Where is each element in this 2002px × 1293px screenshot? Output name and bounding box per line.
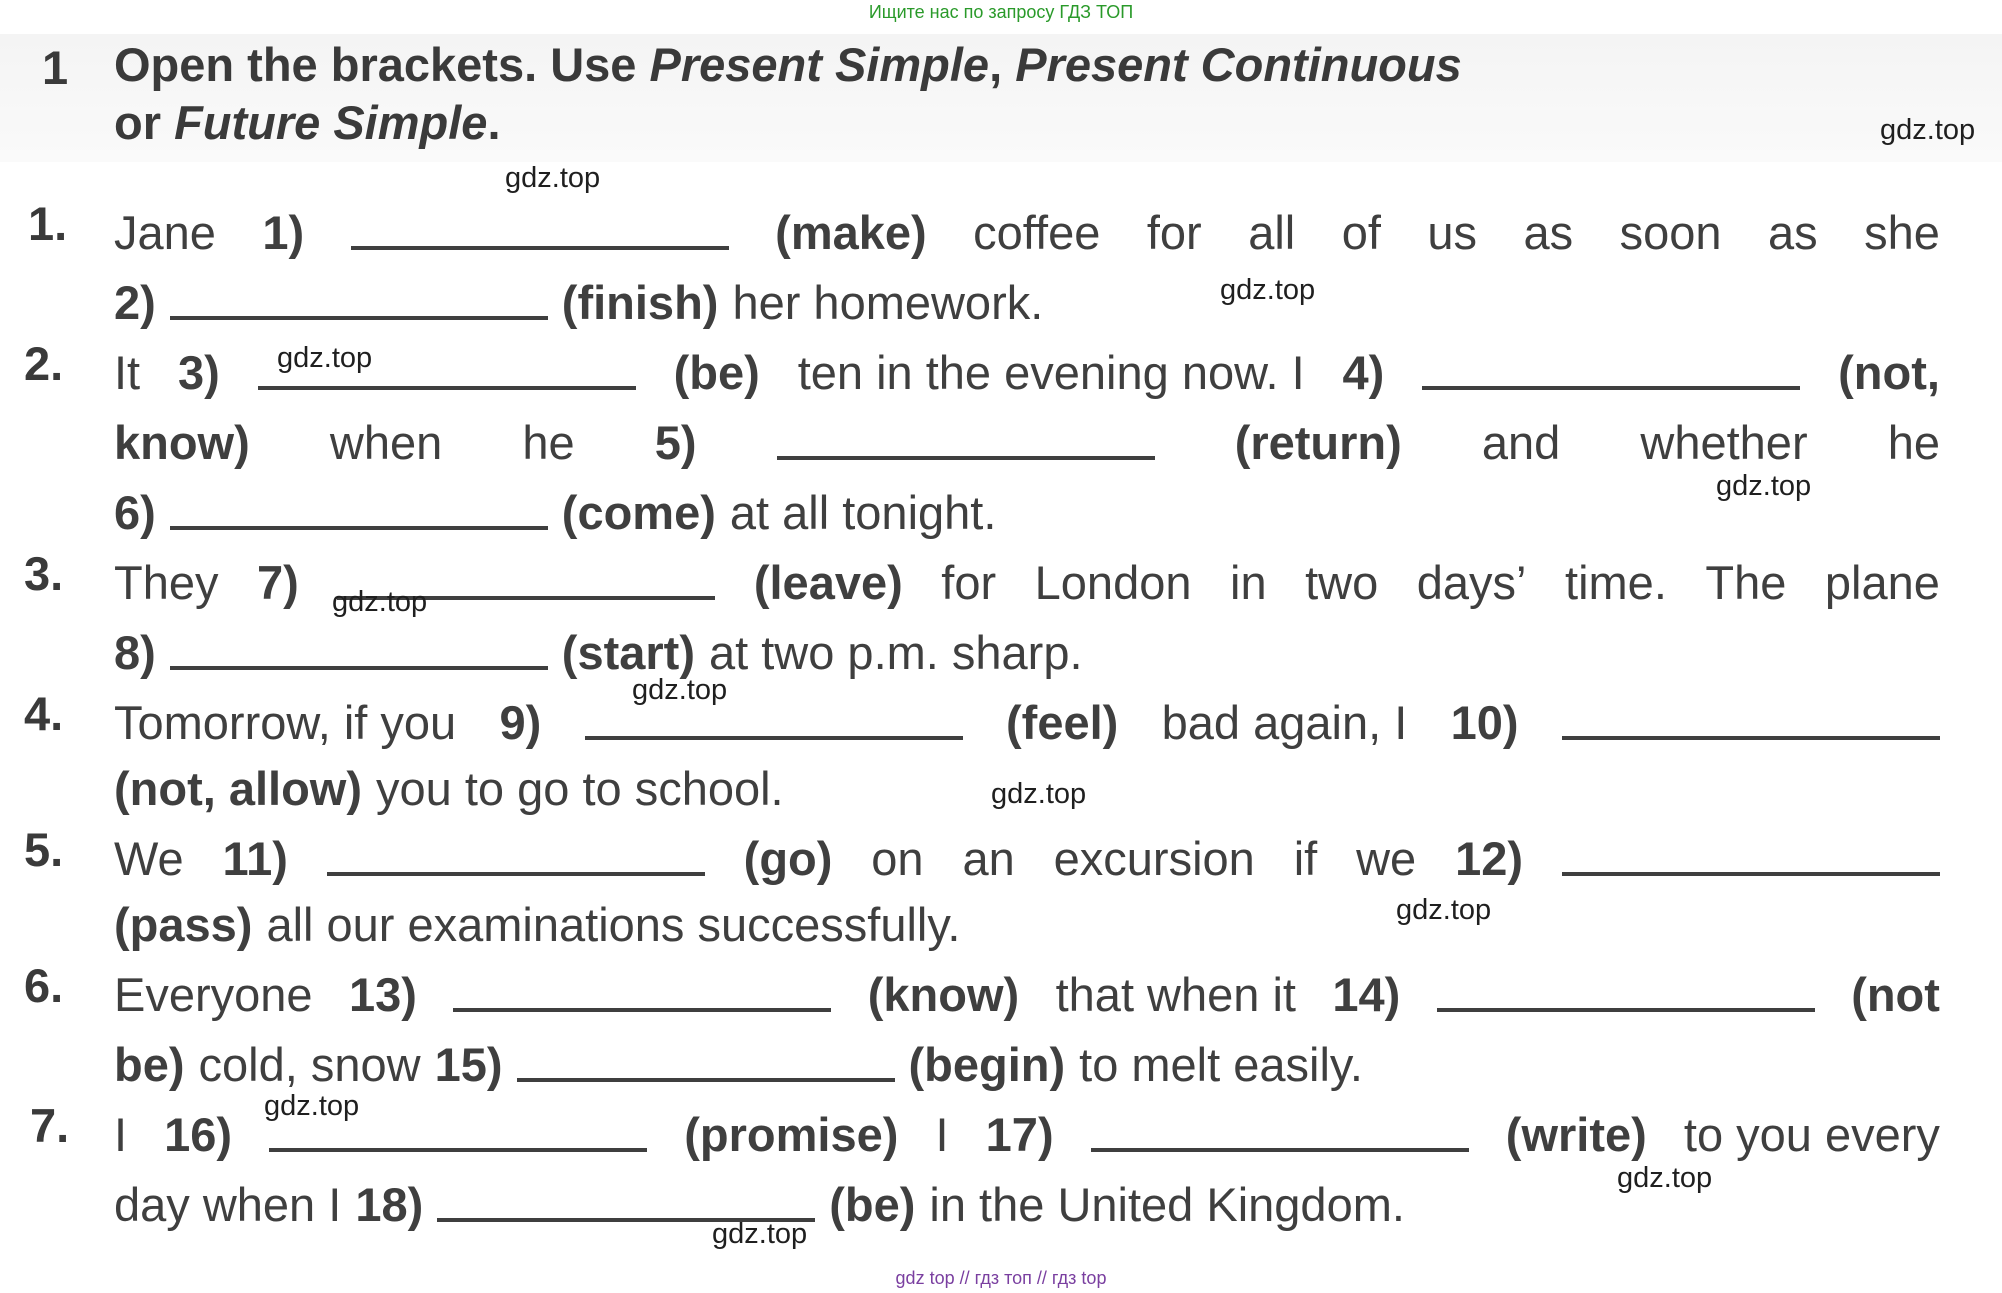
gap-number-9: 9): [499, 696, 542, 749]
text: and: [1481, 416, 1561, 469]
watermark: gdz.top: [1617, 1162, 1713, 1194]
text: she: [1864, 206, 1940, 259]
text: in: [1230, 556, 1267, 609]
verb-cue: (pass): [114, 898, 253, 951]
tense-present-simple: Present Simple: [649, 38, 990, 91]
verb-cue: (not: [1851, 968, 1940, 1021]
gap-number-16: 16): [164, 1108, 233, 1161]
instruction-part: or: [114, 96, 175, 149]
gap-number-15: 15): [434, 1038, 503, 1091]
watermark: gdz.top: [332, 586, 428, 618]
answer-blank-17[interactable]: [1091, 1148, 1469, 1152]
text: you to go to school.: [376, 762, 784, 815]
text: I: [935, 1108, 949, 1161]
gap-number-5: 5): [654, 416, 697, 469]
text: of: [1341, 206, 1381, 259]
item-number-1: 1.: [28, 197, 68, 250]
text: for: [941, 556, 997, 609]
text: I: [114, 1108, 128, 1161]
item-5-line-2: [114, 888, 1940, 952]
verb-cue: (feel): [1006, 696, 1119, 749]
gap-number-8: 8): [114, 626, 156, 679]
answer-blank-6[interactable]: [170, 526, 548, 530]
item-3-line-2: [114, 616, 1940, 680]
text: at two p.m. sharp.: [708, 626, 1083, 679]
text: soon: [1619, 206, 1722, 259]
item-5-line-1: [114, 822, 1940, 886]
answer-blank-4[interactable]: [1422, 386, 1800, 390]
watermark: gdz.top: [712, 1218, 808, 1250]
text: an: [962, 832, 1015, 885]
item-1-line-2: [114, 266, 1940, 330]
watermark: gdz.top: [1220, 274, 1316, 306]
item-number-3: 3.: [24, 547, 64, 600]
text: plane: [1824, 556, 1940, 609]
gap-number-3: 3): [178, 346, 220, 399]
text: day when I: [114, 1178, 342, 1231]
text: he: [1887, 416, 1940, 469]
answer-blank-2[interactable]: [170, 316, 548, 320]
verb-cue: (know): [867, 968, 1020, 1021]
text: Jane: [114, 206, 216, 259]
gap-number-1: 1): [262, 206, 305, 259]
gap-number-2: 2): [114, 276, 156, 329]
text: that when it: [1055, 968, 1296, 1021]
watermark: gdz.top: [1396, 894, 1492, 926]
gap-number-6: 6): [114, 486, 156, 539]
text: time.: [1565, 556, 1667, 609]
item-6-line-1: [114, 958, 1940, 1022]
text: her homework.: [732, 276, 1044, 329]
verb-cue: (come): [561, 486, 716, 539]
text: us: [1427, 206, 1478, 259]
gap-number-10: 10): [1450, 696, 1519, 749]
verb-cue: (not,: [1838, 346, 1940, 399]
verb-cue: know): [114, 416, 250, 469]
verb-cue: (promise): [684, 1108, 899, 1161]
text: on: [871, 832, 924, 885]
exercise-number: 1: [42, 41, 69, 94]
text: cold, snow: [198, 1038, 421, 1091]
text: ten in the evening now. I: [797, 346, 1305, 399]
text: bad again, I: [1161, 696, 1408, 749]
gap-number-11: 11): [222, 832, 288, 885]
item-6-line-2: [114, 1028, 1940, 1092]
tense-future-simple: Future Simple: [174, 96, 488, 149]
top-banner: Ищите нас по запросу ГДЗ ТОП: [868, 2, 1134, 22]
answer-blank-5[interactable]: [777, 456, 1155, 460]
text: he: [522, 416, 575, 469]
answer-blank-15[interactable]: [517, 1078, 895, 1082]
text: at all tonight.: [729, 486, 997, 539]
answer-blank-9[interactable]: [585, 736, 963, 740]
text: as: [1768, 206, 1818, 259]
item-2-line-2: [114, 406, 1940, 470]
item-number-5: 5.: [24, 823, 64, 876]
gap-number-17: 17): [985, 1108, 1054, 1161]
text: coffee: [973, 206, 1101, 259]
verb-cue: (be): [829, 1178, 916, 1231]
text: excursion: [1053, 832, 1255, 885]
item-2-line-3: [114, 476, 1940, 540]
text: whether: [1640, 416, 1808, 469]
text: as: [1523, 206, 1574, 259]
gap-number-7: 7): [257, 556, 299, 609]
watermark: gdz.top: [632, 674, 728, 706]
answer-blank-11[interactable]: [327, 872, 705, 876]
answer-blank-1[interactable]: [351, 246, 729, 250]
item-4-line-1: [114, 686, 1940, 750]
answer-blank-14[interactable]: [1437, 1008, 1815, 1012]
text: Everyone: [114, 968, 313, 1021]
text: when: [329, 416, 443, 469]
verb-cue: (leave): [753, 556, 903, 609]
watermark: gdz.top: [264, 1090, 360, 1122]
answer-blank-16[interactable]: [269, 1148, 647, 1152]
watermark: gdz.top: [277, 342, 373, 374]
item-1-line-1: [114, 196, 1940, 260]
text: two: [1305, 556, 1379, 609]
gap-number-4: 4): [1342, 346, 1385, 399]
verb-cue: (not, allow): [114, 762, 363, 815]
instruction-part: .: [487, 96, 501, 149]
text: The: [1705, 556, 1787, 609]
text: They: [114, 556, 219, 609]
answer-blank-13[interactable]: [453, 1008, 831, 1012]
answer-blank-8[interactable]: [170, 666, 548, 670]
exercise-instruction: [114, 36, 1754, 152]
text: Tomorrow, if you: [114, 696, 457, 749]
answer-blank-12[interactable]: [1562, 872, 1940, 876]
item-2-line-1: [114, 336, 1940, 400]
text: all our examinations successfully.: [266, 898, 961, 951]
verb-cue: (be): [673, 346, 760, 399]
text: days’: [1416, 556, 1527, 609]
answer-blank-10[interactable]: [1562, 736, 1940, 740]
watermark: gdz.top: [1716, 470, 1812, 502]
text: for: [1146, 206, 1202, 259]
verb-cue: (return): [1234, 416, 1402, 469]
gap-number-12: 12): [1455, 832, 1523, 885]
text: London: [1034, 556, 1192, 609]
item-number-2: 2.: [24, 337, 64, 390]
instruction-part: Open the brackets. Use: [114, 38, 650, 91]
verb-cue: (write): [1505, 1108, 1647, 1161]
answer-blank-3[interactable]: [258, 386, 636, 390]
verb-cue: be): [114, 1038, 185, 1091]
text: to melt easily.: [1079, 1038, 1363, 1091]
text: We: [114, 832, 184, 885]
text: we: [1356, 832, 1417, 885]
item-number-4: 4.: [24, 687, 64, 740]
bottom-banner: gdz top // гдз топ // гдз top: [895, 1268, 1107, 1288]
text: to you every: [1683, 1108, 1940, 1161]
instruction-part: ,: [989, 38, 1016, 91]
item-number-7: 7.: [30, 1099, 70, 1152]
text: in the United Kingdom.: [929, 1178, 1405, 1231]
tense-present-continuous: Present Continuous: [1015, 38, 1462, 91]
item-number-6: 6.: [24, 959, 64, 1012]
verb-cue: (begin): [908, 1038, 1066, 1091]
item-7-line-1: [114, 1098, 1940, 1162]
gap-number-13: 13): [348, 968, 417, 1021]
text: if: [1293, 832, 1318, 885]
gap-number-14: 14): [1332, 968, 1401, 1021]
verb-cue: (finish): [561, 276, 719, 329]
verb-cue: (make): [775, 206, 927, 259]
watermark: gdz.top: [505, 162, 601, 194]
verb-cue: (go): [743, 832, 833, 885]
text: all: [1248, 206, 1296, 259]
gap-number-18: 18): [355, 1178, 424, 1231]
text: It: [114, 346, 141, 399]
watermark: gdz.top: [1880, 114, 1976, 146]
verb-cue: (start): [561, 626, 695, 679]
watermark: gdz.top: [991, 778, 1087, 810]
